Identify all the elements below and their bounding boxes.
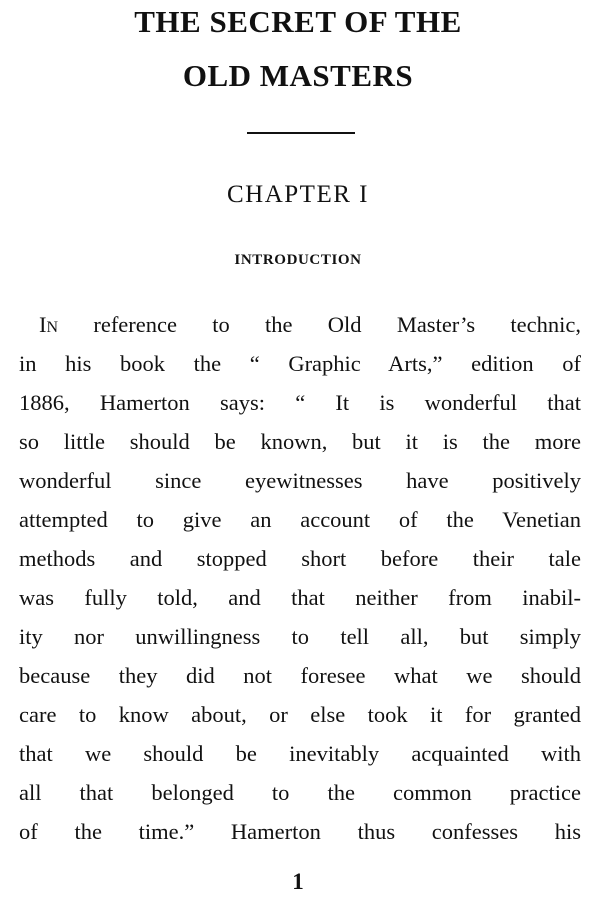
body-line-2: in his book the “ Graphic Arts,” edition of [19,351,581,376]
chapter-heading: CHAPTER I [227,181,369,208]
body-line-6: attempted to give an account of the Venetian [19,507,581,532]
body-line-8: was fully told, and that neither from inabil- [19,585,581,610]
body-line-4: so little should be known, but it is the more [19,429,581,454]
lead-initial: In [39,312,59,337]
page-number: 1 [292,869,304,894]
book-title-line-1: THE SECRET OF THE [134,4,462,39]
body-line-14: of the time.” Hamerton thus confesses his [19,819,581,844]
body-line-3: 1886, Hamerton says: “ It is wonderful that [19,390,581,415]
book-title-line-2: OLD MASTERS [182,58,414,93]
body-line-5: wonderful since eyewitnesses have positively [19,468,581,493]
body-line-1 [19,305,581,344]
body-line-1-text: reference to the Old Master’s technic, [58,312,581,337]
body-line-9: ity nor unwillingness to tell all, but simply [19,624,581,649]
title-divider [247,132,355,134]
body-text [19,305,581,851]
body-line-7: methods and stopped short before their tale [19,546,581,571]
body-line-10: because they did not foresee what we should [19,663,581,688]
body-line-11: care to know about, or else took it for granted [19,702,581,727]
section-heading: INTRODUCTION [234,252,362,268]
body-line-12: that we should be inevitably acquainted with [19,741,581,766]
body-line-13: all that belonged to the common practice [19,780,581,805]
